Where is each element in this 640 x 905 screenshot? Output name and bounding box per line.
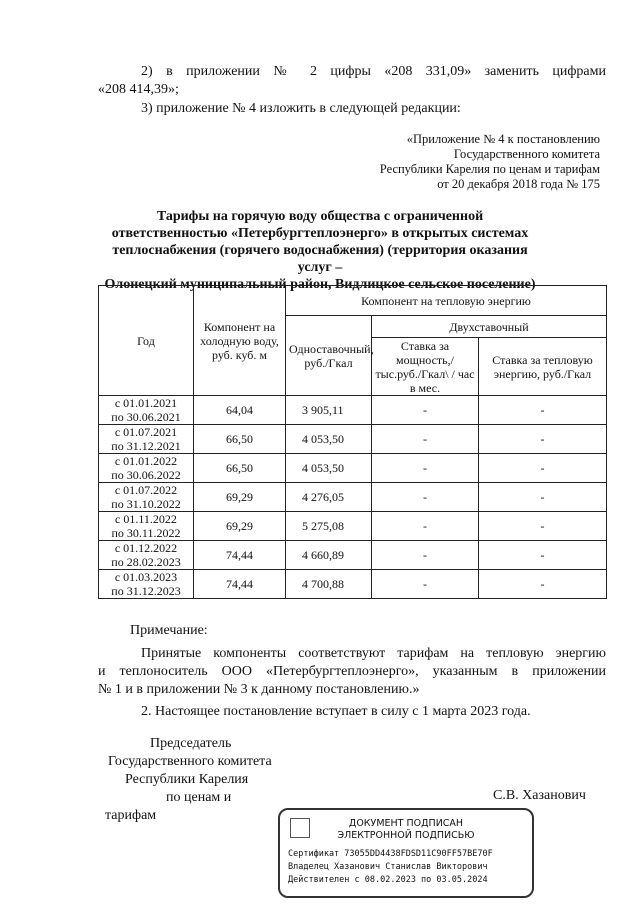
title-line-2: ответственностью «Петербургтеплоэнерго» в открытых системах [111,226,529,241]
effective-date-clause: 2. Настоящее постановление вступает в силу с 1 марта 2023 года. [141,704,531,719]
cold-water-cell: 69,29 [194,483,286,512]
cold-water-cell: 66,50 [194,425,286,454]
header-energy-rate: Ставка за тепловую энергию, руб./Гкал [479,338,607,396]
cold-water-cell: 69,29 [194,512,286,541]
electronic-signature-stamp [278,808,534,898]
capacity-rate-cell: - [372,512,479,541]
capacity-rate-cell: - [372,396,479,425]
signature-line-3: Республики Карелия [125,772,249,787]
capacity-rate-cell: - [372,570,479,599]
header-heat-energy: Компонент на тепловую энергию [286,286,607,316]
capacity-rate-cell: - [372,454,479,483]
period-to: по 31.12.2023 [111,584,181,598]
period-cell [99,512,194,541]
period-from: с 01.01.2021 [114,396,178,410]
header-cold-water: Компонент на холодную воду, руб. куб. м [194,286,286,396]
period-to: по 30.11.2022 [111,526,181,540]
appendix-line-3: Республики Карелия по ценам и тарифам [379,162,600,176]
appendix-line-4: от 20 декабря 2018 года № 175 [437,177,600,191]
period-from: с 01.01.2022 [114,454,178,468]
cold-water-cell: 74,44 [194,541,286,570]
title-line-3: теплоснабжения (горячего водоснабжения) (территория оказания услуг – [112,243,528,275]
period-cell [99,425,194,454]
note-line-2: и теплоноситель ООО «Петербургтеплоэнерго», указанным в приложении [98,664,606,679]
stamp-title-2: ЭЛЕКТРОННОЙ ПОДПИСЬЮ [337,830,475,841]
period-cell [99,396,194,425]
title-line-4: Олонецкий муниципальный район, Видлицкое сельское поселение) [104,277,536,292]
table-row [99,425,607,454]
period-cell [99,570,194,599]
signature-line-2: Государственного комитета [108,754,272,769]
single-rate-cell: 4 053,50 [286,454,372,483]
period-to: по 31.12.2021 [111,439,181,453]
table-row [99,541,607,570]
energy-rate-cell: - [479,570,607,599]
intro-item3: 3) приложение № 4 изложить в следующей редакции: [141,101,461,116]
stamp-title-1: ДОКУМЕНТ ПОДПИСАН [348,818,464,829]
header-single-rate: Одноставочный, руб./Гкал [286,316,372,396]
single-rate-cell: 5 275,08 [286,512,372,541]
capacity-rate-cell: - [372,425,479,454]
period-to: по 30.06.2022 [111,468,181,482]
emblem-icon [290,818,310,838]
stamp-certificate: Сертификат 73055DD4438FDSD11C90FF57BE70F [288,849,493,859]
table-row [99,396,607,425]
capacity-rate-cell: - [372,483,479,512]
appendix-line-1: «Приложение № 4 к постановлению [406,132,600,146]
period-from: с 01.12.2022 [114,541,178,555]
intro-item2-line2: «208 414,39»; [98,82,179,97]
appendix-line-2: Государственного комитета [453,147,600,161]
period-cell [99,541,194,570]
note-line-1: Принятые компоненты соответствуют тарифам на тепловую энергию [141,646,606,661]
single-rate-cell: 4 660,89 [286,541,372,570]
period-from: с 01.03.2023 [114,570,178,584]
energy-rate-cell: - [479,425,607,454]
header-double-rate: Двухставочный [372,316,607,338]
header-capacity-rate: Ставка за мощность,/ тыс.руб./Гкал\ / час в мес. [372,338,479,396]
note-label: Примечание: [130,623,208,638]
single-rate-cell: 4 276,05 [286,483,372,512]
signature-line-5: тарифам [105,808,157,823]
period-from: с 01.07.2022 [114,483,178,497]
table-row [99,570,607,599]
period-from: с 01.07.2021 [114,425,178,439]
note-line-3: № 1 и в приложении № 3 к данному постановлению.» [98,682,420,697]
signature-line-1: Председатель [150,736,232,751]
energy-rate-cell: - [479,396,607,425]
title-line-1: Тарифы на горячую воду общества с ограниченной [156,209,484,224]
header-year: Год [99,286,194,396]
table-row [99,454,607,483]
tariff-title [95,208,545,293]
period-cell [99,454,194,483]
single-rate-cell: 4 700,88 [286,570,372,599]
signatory-name: С.В. Хазанович [493,788,586,803]
single-rate-cell: 4 053,50 [286,425,372,454]
capacity-rate-cell: - [372,541,479,570]
energy-rate-cell: - [479,454,607,483]
appendix-reference [340,132,600,192]
cold-water-cell: 66,50 [194,454,286,483]
single-rate-cell: 3 905,11 [286,396,372,425]
period-to: по 30.06.2021 [111,410,181,424]
period-cell [99,483,194,512]
cold-water-cell: 64,04 [194,396,286,425]
intro-item2-line1: 2) в приложении № 2 цифры «208 331,09» заменить цифрами [141,64,606,79]
stamp-validity: Действителен с 08.02.2023 по 03.05.2024 [288,875,488,885]
stamp-owner: Владелец Хазанович Станислав Викторович [288,862,488,872]
energy-rate-cell: - [479,483,607,512]
signature-line-4: по ценам и [166,790,232,805]
period-to: по 28.02.2023 [111,555,181,569]
tariff-table [98,285,607,599]
energy-rate-cell: - [479,541,607,570]
table-row [99,512,607,541]
table-row [99,483,607,512]
period-from: с 01.11.2022 [115,512,177,526]
energy-rate-cell: - [479,512,607,541]
period-to: по 31.10.2022 [111,497,181,511]
cold-water-cell: 74,44 [194,570,286,599]
